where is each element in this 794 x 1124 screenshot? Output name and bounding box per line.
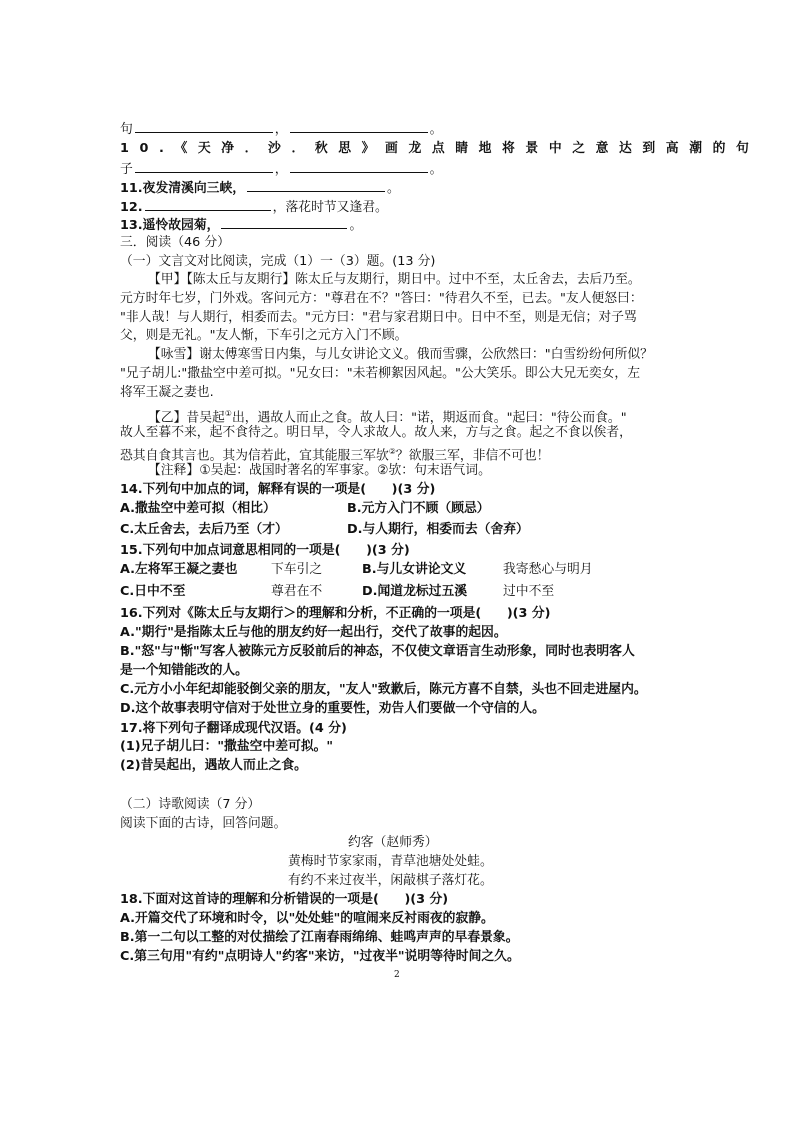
option-b[interactable]: B.与儿女讲论文义 xyxy=(362,562,467,577)
fill-text: ， xyxy=(274,122,288,137)
question-17-item: (1)兄子胡儿曰："撒盐空中差可拟。" xyxy=(120,739,334,754)
question-10: 10.《天净．沙．秋思》画龙点睛地将景中之意达到高潮的句 xyxy=(120,141,760,156)
question-16: 16.下列对《陈太丘与友期行＞的理解和分析，不正确的一项是( )(3 分) xyxy=(120,606,551,621)
option-a[interactable]: A."期行"是指陈太丘与他的朋友约好一起出行，交代了故事的起因。 xyxy=(120,625,507,640)
passage-yongxue-line: "兄子胡儿:"撒盐空中差可拟。"兄女曰："未若柳絮因风起。"公大笑乐。即公大兄无奕女，左 xyxy=(120,366,641,381)
fill-text: 11.夜发清溪向三峡， xyxy=(120,181,246,196)
option-a[interactable]: A.撒盐空中差可拟（相比） xyxy=(120,501,276,516)
subsection-title: （二）诗歌阅读（7 分） xyxy=(120,797,261,812)
fill-text: 句 xyxy=(120,122,133,137)
subsection-title: （一）文言文对比阅读，完成（1）一（3）题。(13 分) xyxy=(120,254,436,269)
question-11 xyxy=(120,179,400,198)
option-a[interactable]: A.左将军王凝之妻也 xyxy=(120,562,238,577)
poem-line: 黄梅时节家家雨，青草池塘处处蛙。 xyxy=(288,854,493,869)
passage-text: ？欲服三军，非信不可也！ xyxy=(395,448,550,464)
option-b[interactable]: B."怒"与"惭"写客人被陈元方反驳前后的神态，不仅使文章语言生动形象，同时也表明客人 xyxy=(120,644,635,659)
question-13 xyxy=(120,216,362,235)
passage-yongxue-line: 【咏雪】谢太傅寒雪日内集，与儿女讲论文义。俄而雪骤，公欣然曰："白雪纷纷何所似？ xyxy=(148,347,653,362)
poem-line: 有约不来过夜半，闲敲棋子落灯花。 xyxy=(288,873,493,888)
answer-blank[interactable] xyxy=(290,120,428,133)
answer-blank[interactable] xyxy=(290,160,428,173)
fill-text: 13.遥怜故园菊， xyxy=(120,218,220,233)
option-c[interactable]: C.日中不至 xyxy=(120,584,186,599)
fill-text: 子 xyxy=(120,162,133,177)
question-12 xyxy=(120,198,388,217)
page-number: 2 xyxy=(394,970,400,980)
fill-line-1 xyxy=(120,120,442,139)
footnote-marker: ② xyxy=(388,447,396,456)
passage-jia-line: 【甲】【陈太丘与友期行】陈太丘与友期行，期日中。过中不至，太丘舍去，去后乃至。 xyxy=(148,272,641,287)
option-b-pair: 我寄愁心与明月 xyxy=(503,562,593,577)
option-b[interactable]: B.第一二句以工整的对仗描绘了江南春雨绵绵、蛙鸣声声的早春景象。 xyxy=(120,930,519,945)
question-17: 17.将下列句子翻译成现代汉语。(4 分) xyxy=(120,721,347,736)
question-15: 15.下列句中加点词意思相同的一项是( )(3 分) xyxy=(120,543,410,558)
option-c[interactable]: C.第三句用"有约"点明诗人"约客"来访，"过夜半"说明等待时间之久。 xyxy=(120,949,520,964)
question-17-item: (2)昔吴起出，遇故人而止之食。 xyxy=(120,758,307,773)
question-14: 14.下列句中加点的词，解释有误的一项是( )(3 分) xyxy=(120,482,436,497)
fill-text: 。 xyxy=(429,122,443,137)
instruction: 阅读下面的古诗，回答问题。 xyxy=(120,816,287,831)
passage-yi-line: 故人至暮不来，起不食待之。明日早，令人求故人。故人来，方与之食。起之不食以俟者， xyxy=(120,425,632,440)
fill-text: 。 xyxy=(349,218,363,233)
passage-yongxue-line: 将军王凝之妻也. xyxy=(120,385,214,400)
poem-title: 约客（赵师秀） xyxy=(348,835,438,850)
option-a[interactable]: A.开篇交代了环境和时令，以"处处蛙"的喧闹来反衬雨夜的寂静。 xyxy=(120,911,494,926)
option-b[interactable]: B.元方入门不顾（顾忌） xyxy=(347,501,490,516)
option-d[interactable]: D.这个故事表明守信对于处世立身的重要性，劝告人们要做一个守信的人。 xyxy=(120,701,545,716)
option-d[interactable]: D.闻道龙标过五溪 xyxy=(362,584,468,599)
option-b-cont: 是一个知错能改的人。 xyxy=(120,663,248,678)
notes: 【注释】①吴起：战国时著名的军事家。②欤：句末语气词。 xyxy=(148,463,491,478)
fill-text: 。 xyxy=(387,181,400,196)
passage-text: 恐其自食其言也。其为信若此，宜其能服三军欤 xyxy=(120,448,389,464)
fill-text: ， xyxy=(274,162,288,177)
passage-jia-line: "非人哉！与人期行，相委而去。"元方曰："君与家君期日中。日中不至，则是无信；对子骂 xyxy=(120,310,637,325)
fill-text: 。 xyxy=(429,162,443,177)
answer-blank[interactable] xyxy=(247,179,385,192)
passage-text: 【乙】昔吴起 xyxy=(148,410,225,426)
passage-jia-line: 父，则是无礼。"友人惭，下车引之元方入门不顾。 xyxy=(120,328,408,343)
answer-blank[interactable] xyxy=(135,160,273,173)
option-d[interactable]: D.与人期行，相委而去（舍弃） xyxy=(347,522,529,537)
answer-blank[interactable] xyxy=(145,198,271,211)
option-a-pair: 下车引之 xyxy=(271,562,323,577)
footnote-marker: ① xyxy=(224,409,232,418)
passage-text: 出，遇故人而止之食。故人曰："诺，期返而食。"起曰："待公而食。" xyxy=(231,410,627,426)
option-c[interactable]: C.太丘舍去，去后乃至（才） xyxy=(120,522,288,537)
answer-blank[interactable] xyxy=(221,216,347,229)
option-c-pair: 尊君在不 xyxy=(271,584,323,599)
option-c[interactable]: C.元方小小年纪却能驳倒父亲的朋友，"友人"致歉后，陈元方喜不自禁，头也不回走进屋内。 xyxy=(120,682,647,697)
fill-text: ，落花时节又逢君。 xyxy=(272,200,388,215)
answer-blank[interactable] xyxy=(135,120,273,133)
fill-text: 12. xyxy=(120,200,143,215)
section-title: 三．阅读（46 分） xyxy=(120,235,230,250)
question-18: 18.下面对这首诗的理解和分析错误的一项是( )(3 分) xyxy=(120,892,449,907)
passage-jia-line: 元方时年七岁，门外戏。客问元方："尊君在不？"答曰："待君久不至，已去。"友人便怒曰： xyxy=(120,291,643,306)
question-10-blanks xyxy=(120,160,442,179)
option-d-pair: 过中不至 xyxy=(503,584,555,599)
